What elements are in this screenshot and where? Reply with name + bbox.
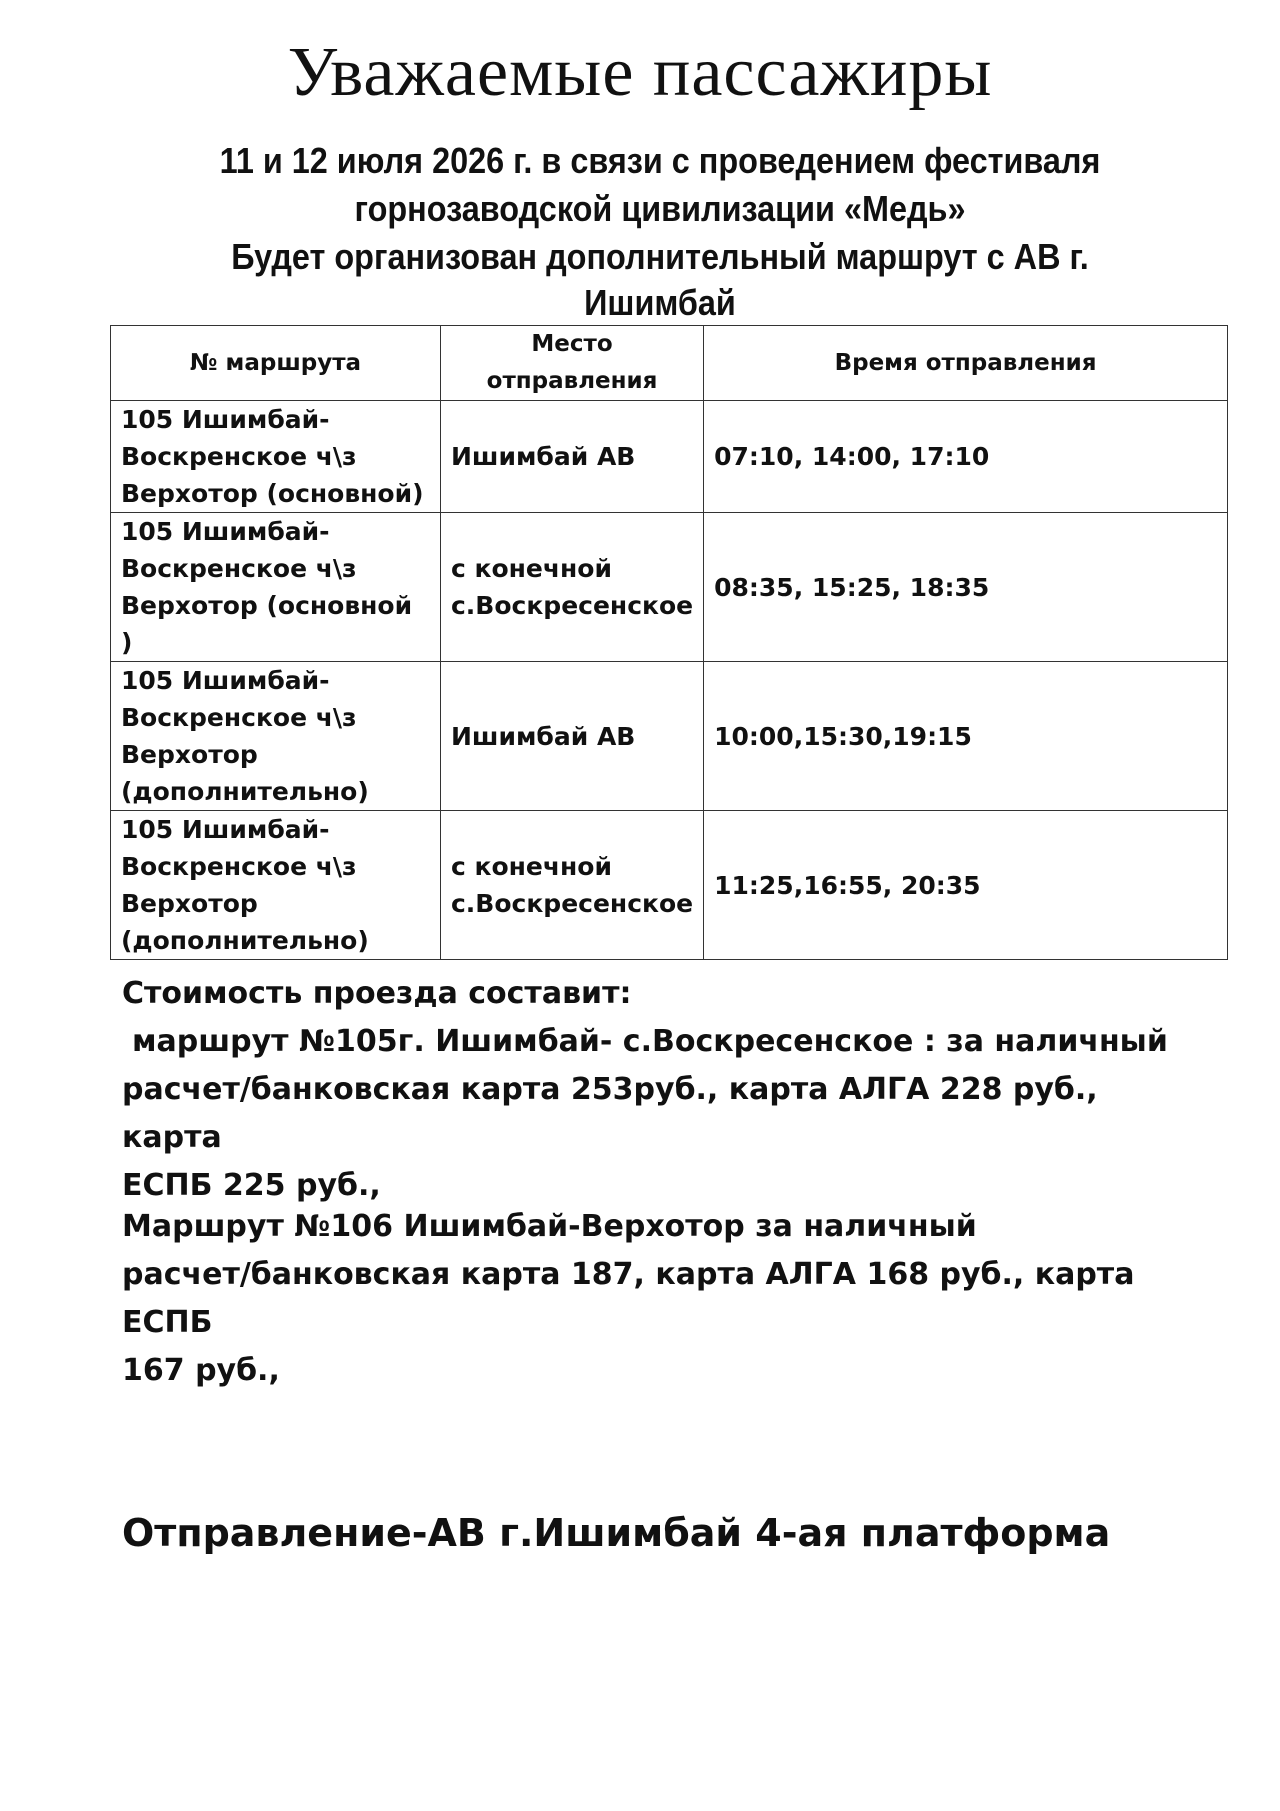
table-row	[111, 401, 1228, 513]
subtitle-dates: 11 и 12 июля 2026 г. в связи с проведением фестиваля	[219, 140, 1101, 181]
table-header-row	[111, 326, 1228, 401]
subtitle-extra-route: Будет организован дополнительный маршрут с АВ г. Ишимбай	[231, 236, 1089, 323]
subtitle-festival: горнозаводской цивилизации «Медь»	[354, 188, 966, 229]
place-cell: с конечной с.Воскресенское	[440, 811, 703, 960]
fare-route-105-prices: расчет/банковская карта 253руб., карта АЛГА 228 руб., карта ЕСПБ 225 руб.,	[122, 1072, 1098, 1203]
header-departure-time: Время отправления	[704, 326, 1228, 401]
time-cell: 07:10, 14:00, 17:10	[704, 401, 1228, 513]
header-departure-place: Место отправления	[440, 326, 703, 401]
time-cell: 08:35, 15:25, 18:35	[704, 513, 1228, 662]
table-row	[111, 811, 1228, 960]
place-cell: Ишимбай АВ	[440, 662, 703, 811]
route-cell: 105 Ишимбай- Воскренское ч\з Верхотор (основной)	[111, 401, 441, 513]
route-cell: 105 Ишимбай- Воскренское ч\з Верхотор (основной )	[111, 513, 441, 662]
fare-route-105-intro: маршрут №105г. Ишимбай- с.Воскресенское : за наличный	[132, 1024, 1168, 1059]
time-cell: 10:00,15:30,19:15	[704, 662, 1228, 811]
table-row	[111, 513, 1228, 662]
route-cell: 105 Ишимбай- Воскренское ч\з Верхотор (дополнительно)	[111, 811, 441, 960]
departure-platform-note: Отправление-АВ г.Ишимбай 4-ая платформа	[122, 1511, 1111, 1555]
place-cell: с конечной с.Воскресенское	[440, 513, 703, 662]
table-row	[111, 662, 1228, 811]
route-cell: 105 Ишимбай- Воскренское ч\з Верхотор (дополнительно)	[111, 662, 441, 811]
fare-route-106: Маршрут №106 Ишимбай-Верхотор за наличный расчет/банковская карта 187, карта АЛГА 168 руб., карта ЕСПБ 167 руб.,	[122, 1209, 1135, 1388]
page-title: Уважаемые пассажиры	[287, 34, 993, 111]
fare-heading: Стоимость проезда составит:	[122, 976, 632, 1011]
schedule-table	[110, 325, 1228, 960]
header-route-number: № маршрута	[111, 326, 441, 401]
time-cell: 11:25,16:55, 20:35	[704, 811, 1228, 960]
place-cell: Ишимбай АВ	[440, 401, 703, 513]
